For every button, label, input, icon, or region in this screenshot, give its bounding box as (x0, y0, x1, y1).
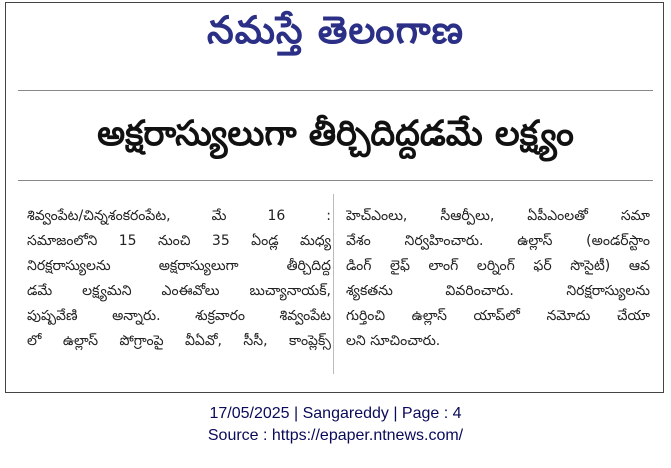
body-line: లో ఉల్లాస్ పోగ్రాంపై వీఏవో, సీసీ, కాంప్లెక్స్ (27, 333, 331, 349)
top-divider (18, 90, 653, 91)
body-line: హెచ్ఎంలు, సీఆర్పీలు, ఏపీఎంలతో సమా (346, 208, 650, 224)
article-column-left (27, 204, 331, 354)
column-divider (333, 194, 334, 374)
newspaper-masthead (0, 2, 671, 58)
body-line: వేశం నిర్వహించారు. ఉల్లాస్ (అండర్‌స్టాం (346, 233, 650, 249)
body-line: లని సూచించారు. (346, 333, 441, 349)
body-line: శ్యకతను వివరించారు. నిరక్షరాస్యులను (346, 283, 650, 299)
body-line: సమాజంలోని 15 నుంచి 35 ఏండ్ల మధ్య (27, 233, 331, 249)
source-link[interactable]: Source : https://epaper.ntnews.com/ (207, 427, 464, 444)
clipping-footer (0, 403, 671, 447)
body-line: శివ్వంపేట/చిన్నశంకరంపేట, మే 16 : (27, 208, 331, 224)
body-line: నిరక్షరాస్యులను అక్షరాస్యులుగా తీర్చిదిద్ద (27, 258, 331, 274)
article-column-right (346, 204, 650, 354)
edition-info: 17/05/2025 | Sangareddy | Page : 4 (209, 405, 462, 422)
body-line: డమే లక్ష్యమని ఎంఈవోలు బుచ్యానాయక్, (27, 283, 331, 299)
headline-divider (18, 180, 653, 181)
masthead-title: నమస్తే తెలంగాణ (207, 8, 464, 52)
article-headline: అక్షరాస్యులుగా తీర్చిదిద్దడమే లక్ష్యం (97, 114, 574, 154)
body-line: పుష్పవేణి అన్నారు. శుక్రవారం శివ్వంపేట (27, 308, 331, 324)
body-line: గుర్తించి ఉల్లాస్ యాప్‌లో నమోదు చేయా (346, 308, 650, 324)
body-line: డింగ్ లైఫ్ లాంగ్ లర్నింగ్ ఫర్ సొసైటీ) ఆవ (346, 258, 650, 274)
